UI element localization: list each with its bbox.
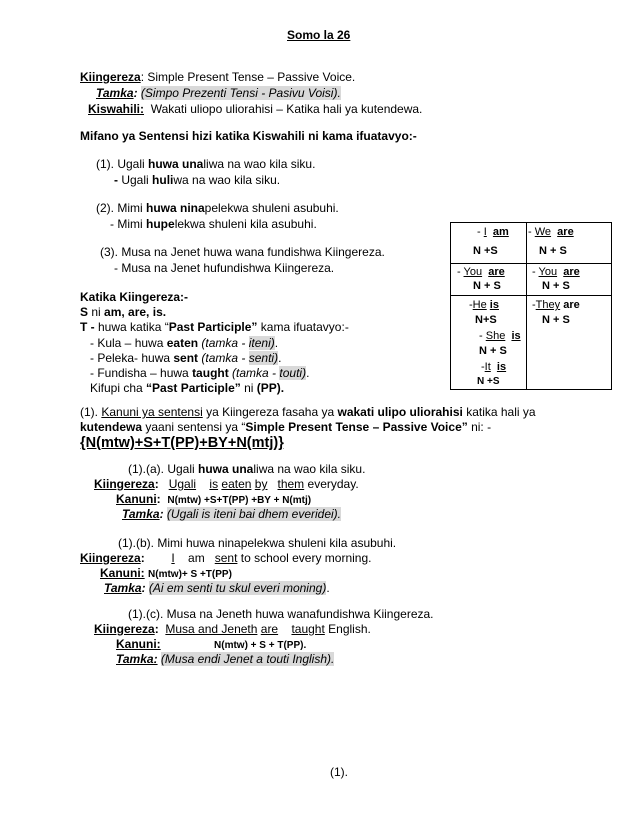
katika-heading: Katika Kiingereza:-	[80, 290, 189, 304]
rule-line-1: (1). Kanuni ya sentensi ya Kiingereza fasaha ya wakati ulipo uliorahisi katika hali ya	[80, 405, 536, 419]
sub-b-kanuni: Kanuni: N(mtw)+ S +T(PP)	[100, 566, 232, 580]
cell-you-formula-2: N + S	[542, 280, 570, 292]
sub-a-kanuni: Kanuni: N(mtw) +S+T(PP) +BY + N(mtj)	[116, 492, 312, 506]
cell-they-are: -They are	[532, 299, 580, 311]
kiingereza-label: Kiingereza	[80, 70, 141, 84]
cell-it-formula: N +S	[477, 376, 500, 387]
cell-you-are-2: - You are	[532, 266, 580, 278]
intro-tamka-line: Tamka: (Simpo Prezenti Tensi - Pasivu Voisi).	[96, 86, 341, 100]
example-3b: - Musa na Jenet hufundishwa Kiingereza.	[114, 261, 335, 275]
sub-a-swahili: (1).(a). Ugali huwa unaliwa na wao kila siku.	[128, 462, 366, 476]
cell-you-formula-1: N + S	[473, 280, 501, 292]
katika-item-2: - Peleka- huwa sent (tamka - senti).	[90, 351, 282, 365]
example-2a: (2). Mimi huwa ninapelekwa shuleni asubuhi.	[96, 201, 339, 215]
cell-she-formula: N + S	[479, 345, 507, 357]
sub-b-english: Kiingereza: I am sent to school every morning.	[80, 551, 372, 565]
example-3a: (3). Musa na Jenet huwa wana fundishwa Kiingereza.	[100, 245, 385, 259]
sub-b-tamka: Tamka: (Ai em senti tu skul everi moning).	[104, 581, 330, 595]
cell-he-is: -He is	[469, 299, 499, 311]
cell-we-are: - We are	[528, 226, 574, 238]
intro-kiingereza-line: Kiingereza: Simple Present Tense – Passive Voice.	[80, 70, 356, 84]
rule-formula: {N(mtw)+S+T(PP)+BY+N(mtj)}	[80, 435, 284, 451]
cell-it-is: -It is	[481, 361, 507, 373]
section-heading: Mifano ya Sentensi hizi katika Kiswahili ni kama ifuatavyo:-	[80, 129, 417, 143]
page-number: (1).	[330, 765, 348, 779]
sub-a-english: Kiingereza: Ugali is eaten by them everyday.	[94, 477, 359, 491]
cell-he-formula: N+S	[475, 314, 497, 326]
katika-t-line: T - huwa katika “Past Participle” kama ifuatavyo:-	[80, 320, 349, 334]
pronoun-table	[450, 222, 612, 390]
rule-line-2: kutendewa yaani sentensi ya “Simple Present Tense – Passive Voice” ni: -	[80, 420, 492, 434]
katika-item-1: - Kula – huwa eaten (tamka - iteni).	[90, 336, 279, 350]
sub-a-tamka: Tamka: (Ugali is iteni bai dhem everidei).	[122, 507, 341, 521]
katika-kifupi: Kifupi cha “Past Participle” ni (PP).	[90, 381, 285, 395]
example-1b: - Ugali huliwa na wao kila siku.	[114, 173, 281, 187]
example-1a: (1). Ugali huwa unaliwa na wao kila siku.	[96, 157, 316, 171]
sub-c-kanuni: Kanuni: N(mtw) + S + T(PP).	[116, 637, 307, 651]
sub-b-swahili: (1).(b). Mimi huwa ninapelekwa shuleni kila asubuhi.	[118, 536, 397, 550]
cell-she-is: - She is	[479, 330, 521, 342]
cell-we-formula: N + S	[539, 245, 567, 257]
sub-c-swahili: (1).(c). Musa na Jeneth huwa wanafundishwa Kiingereza.	[128, 607, 434, 621]
page-title: Somo la 26	[287, 28, 351, 42]
cell-they-formula: N + S	[542, 314, 570, 326]
katika-s-line: S ni am, are, is.	[80, 305, 167, 319]
katika-item-3: - Fundisha – huwa taught (tamka - touti).	[90, 366, 310, 380]
sub-c-english: Kiingereza: Musa and Jeneth are taught English.	[94, 622, 371, 636]
cell-i-am: - I am	[477, 226, 509, 238]
intro-kiswahili-line: Kiswahili: Wakati uliopo uliorahisi – Katika hali ya kutendewa.	[88, 102, 423, 116]
example-2b: - Mimi hupelekwa shuleni kila asubuhi.	[110, 217, 317, 231]
sub-c-tamka: Tamka: (Musa endi Jenet a touti Inglish).	[116, 652, 335, 666]
cell-i-formula: N +S	[473, 245, 498, 257]
cell-you-are-1: - You are	[457, 266, 505, 278]
